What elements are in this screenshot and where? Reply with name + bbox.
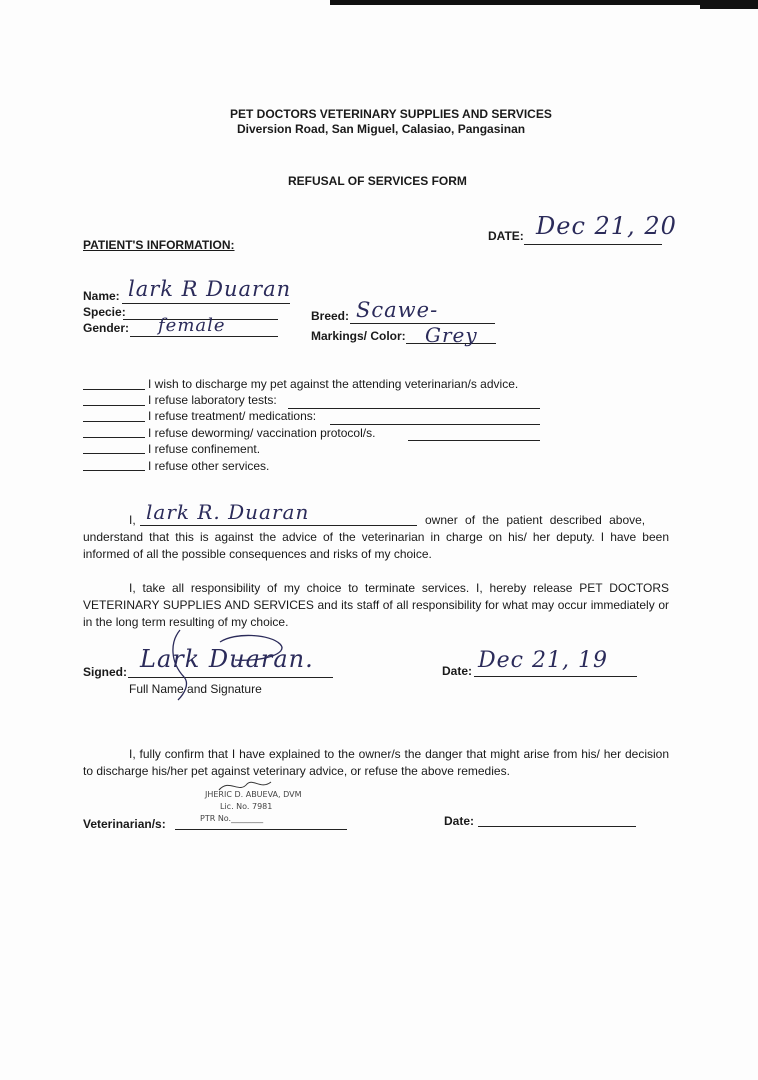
signature-date-line [474, 676, 637, 677]
patient-section-title: PATIENT'S INFORMATION: [83, 238, 235, 252]
statement2: I, take all responsibility of my choice to terminate services. I, hereby release PET DOCTORS VETERINARY SUPPLIES AND SERVICES and its staff of all responsibility for what may occur immediately or in the long term resulting of my choice. [83, 581, 669, 629]
name-line [122, 303, 290, 304]
refusal-confinement: I refuse confinement. [148, 442, 261, 456]
refusal-lab-tests-line [288, 408, 540, 409]
signature-value: Lark Duaran. [140, 645, 314, 673]
refusal-other: I refuse other services. [148, 459, 270, 473]
date-label: DATE: [488, 229, 524, 243]
refusal-deworming-line [408, 440, 540, 441]
vet-stamp-name: JHERIC D. ABUEVA, DVM [205, 790, 302, 799]
owner-name-line [140, 525, 417, 526]
gender-line [130, 336, 278, 337]
refusal-check-line [83, 453, 145, 454]
date-value: Dec 21, 20 [536, 212, 677, 240]
signature-date-label: Date: [442, 664, 473, 678]
refusal-treatment-line [330, 424, 540, 425]
breed-label: Breed: [311, 309, 350, 323]
confirmation-statement: I, fully confirm that I have explained to the owner/s the danger that might arise from his/ her decision to discharge his/her pet against veterinary advice, or refuse the above remedies. [83, 747, 669, 778]
breed-value: Scawe- [356, 298, 439, 322]
name-label: Name: [83, 289, 120, 303]
vet-stamp-ptr: PTR No.________ [200, 814, 264, 823]
refusal-discharge: I wish to discharge my pet against the attending veterinarian/s advice. [148, 377, 519, 391]
signed-label: Signed: [83, 665, 127, 679]
scan-edge-bar [330, 0, 758, 5]
vet-stamp-license: Lic. No. 7981 [220, 802, 273, 811]
gender-value: female [158, 315, 226, 336]
refusal-lab-tests: I refuse laboratory tests: [148, 393, 277, 407]
company-address: Diversion Road, San Miguel, Calasiao, Pangasinan [237, 122, 526, 136]
veterinarian-label: Veterinarian/s: [83, 817, 166, 831]
refusal-check-line [83, 389, 145, 390]
statement1-body: understand that this is against the advice of the veterinarian in charge on his/ her deputy. I have been informed of all the possible consequences and risks of my choice. [83, 530, 669, 561]
refusal-check-line [83, 470, 145, 471]
vet-date-label: Date: [444, 814, 475, 828]
owner-name-value: lark R. Duaran [146, 500, 310, 524]
statement1-suffix: owner of the patient described above, [425, 513, 646, 527]
refusal-check-line [83, 437, 145, 438]
markings-label: Markings/ Color: [311, 329, 406, 343]
markings-value: Grey [425, 323, 478, 347]
veterinarian-line [175, 829, 347, 830]
date-line [524, 244, 662, 245]
refusal-check-line [83, 405, 145, 406]
refusal-check-line [83, 421, 145, 422]
form-title: REFUSAL OF SERVICES FORM [288, 174, 467, 188]
refusal-treatment: I refuse treatment/ medications: [148, 409, 317, 423]
refusal-deworming: I refuse deworming/ vaccination protocol/s. [148, 426, 376, 440]
signature-date-value: Dec 21, 19 [478, 648, 608, 673]
vet-date-line [478, 826, 636, 827]
scan-edge-bar-corner [700, 5, 758, 9]
name-value: lark R Duaran [128, 277, 292, 301]
statement1-prefix: I, [129, 513, 136, 527]
company-name: PET DOCTORS VETERINARY SUPPLIES AND SERVICES [230, 107, 552, 121]
signature-caption: Full Name and Signature [129, 682, 262, 696]
gender-label: Gender: [83, 321, 130, 335]
specie-label: Specie: [83, 305, 126, 319]
